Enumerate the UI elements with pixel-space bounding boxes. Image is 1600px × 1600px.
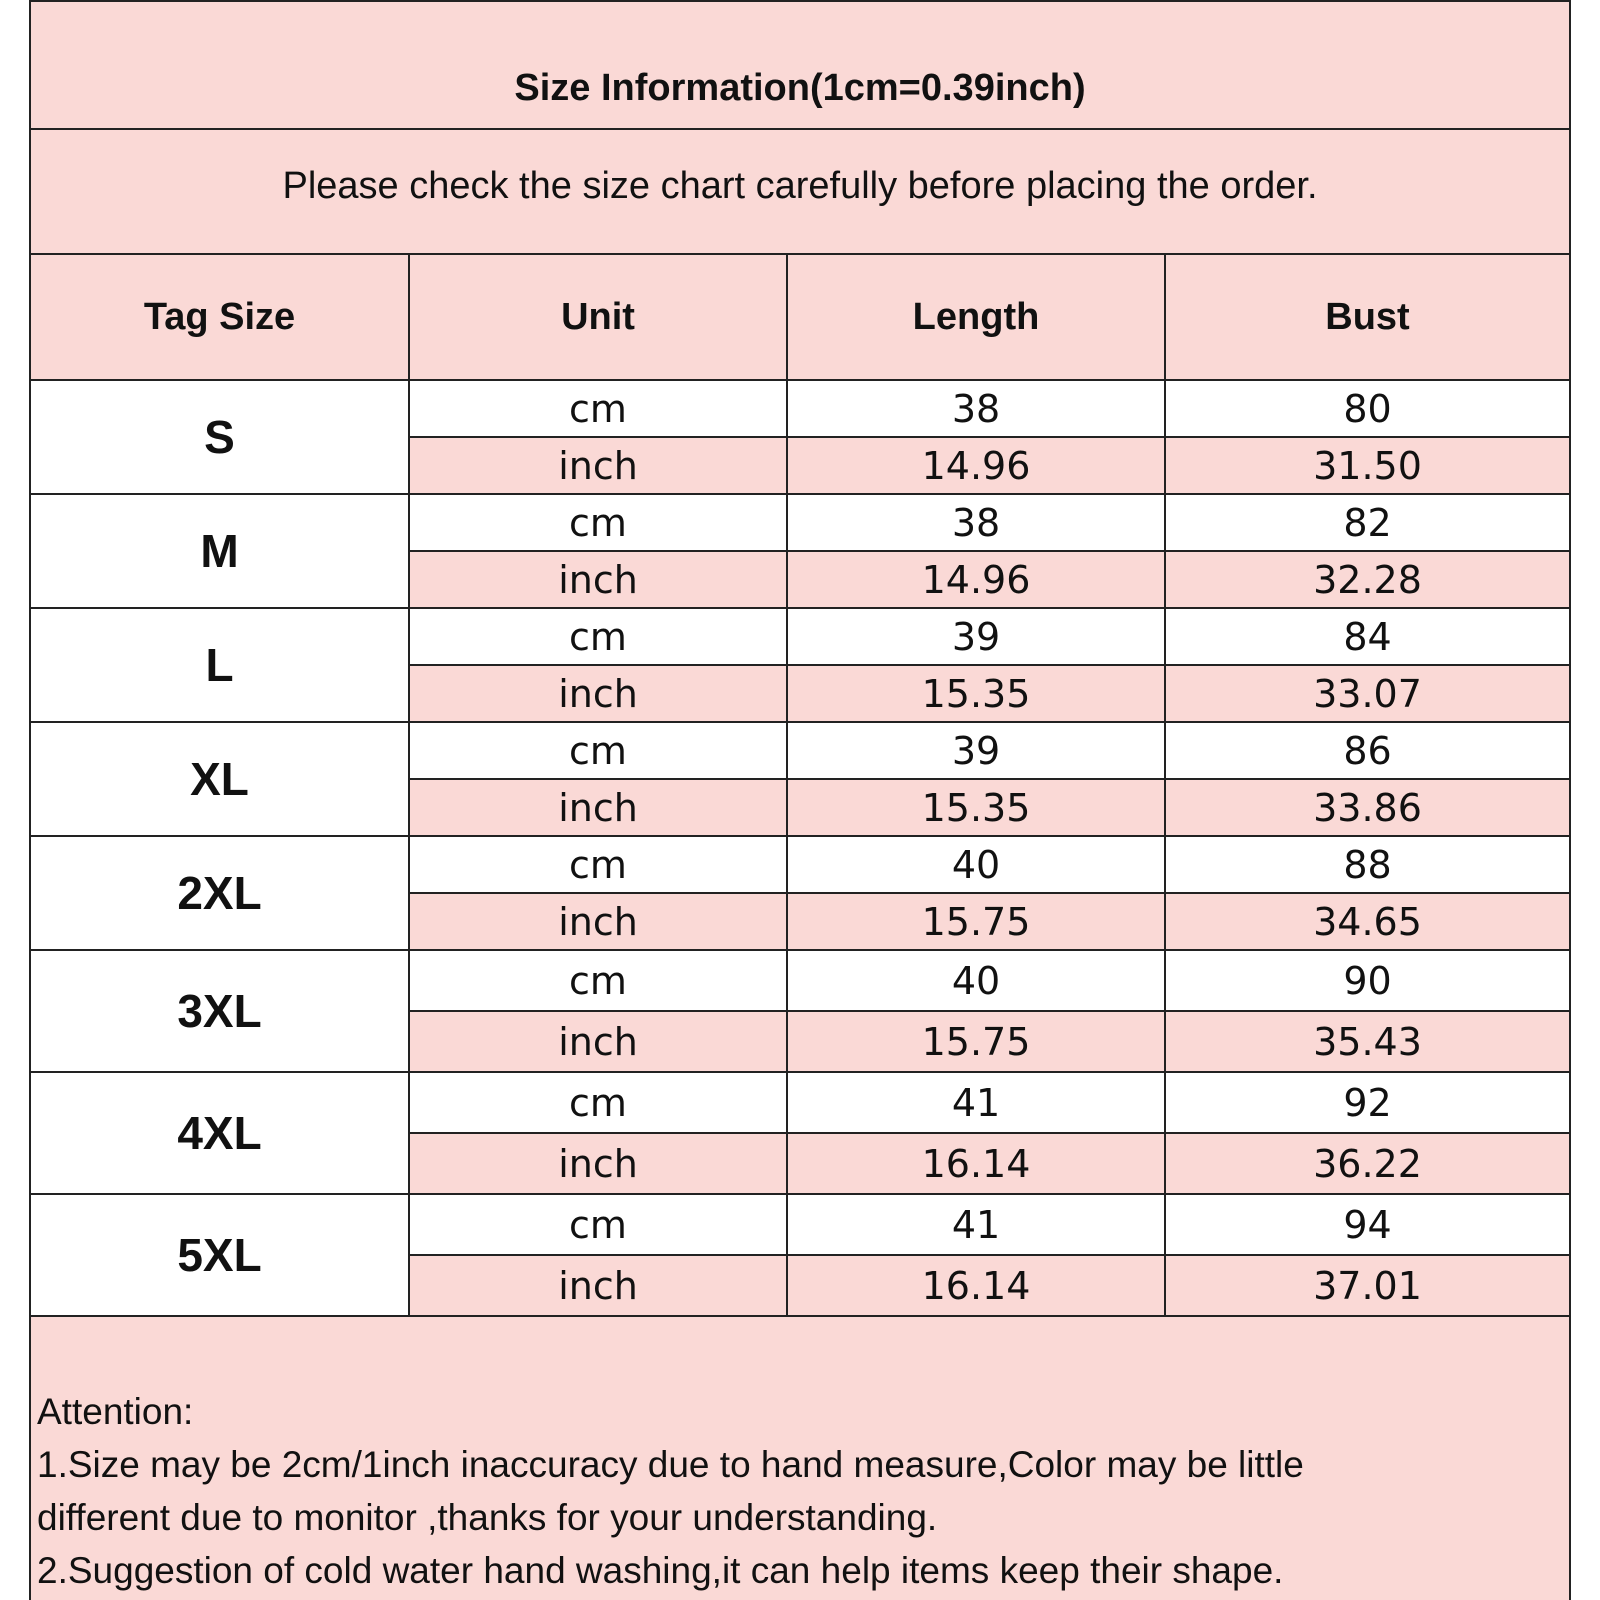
- length-cell: 14.96: [787, 551, 1165, 608]
- length-cell: 40: [787, 836, 1165, 893]
- unit-cell: cm: [409, 1072, 787, 1133]
- bust-cell: 33.07: [1165, 665, 1569, 722]
- length-cell: 15.75: [787, 893, 1165, 950]
- bust-cell: 94: [1165, 1194, 1569, 1255]
- length-cell: 40: [787, 950, 1165, 1011]
- tag-size-cell: 3XL: [31, 950, 409, 1072]
- length-cell: 15.35: [787, 779, 1165, 836]
- note-line: different due to monitor ,thanks for your understanding.: [37, 1497, 938, 1538]
- note-line: 1.Size may be 2cm/1inch inaccuracy due to hand measure,Color may be little: [37, 1444, 1304, 1485]
- table-row: [31, 722, 1569, 779]
- unit-cell: cm: [409, 380, 787, 437]
- column-header-length: Length: [787, 255, 1165, 380]
- subtitle: Please check the size chart carefully before placing the order.: [282, 165, 1318, 207]
- length-cell: 41: [787, 1194, 1165, 1255]
- unit-cell: inch: [409, 779, 787, 836]
- unit-cell: cm: [409, 608, 787, 665]
- tag-size-cell: XL: [31, 722, 409, 836]
- bust-cell: 88: [1165, 836, 1569, 893]
- tag-size-cell: 2XL: [31, 836, 409, 950]
- bust-cell: 32.28: [1165, 551, 1569, 608]
- unit-cell: inch: [409, 1133, 787, 1194]
- bust-cell: 84: [1165, 608, 1569, 665]
- bust-cell: 31.50: [1165, 437, 1569, 494]
- tag-size-cell: 4XL: [31, 1072, 409, 1194]
- bust-cell: 82: [1165, 494, 1569, 551]
- bust-cell: 33.86: [1165, 779, 1569, 836]
- table-header-row: [31, 255, 1569, 380]
- unit-cell: inch: [409, 1255, 787, 1316]
- title-band: [31, 2, 1569, 130]
- length-cell: 16.14: [787, 1133, 1165, 1194]
- unit-cell: inch: [409, 893, 787, 950]
- length-cell: 14.96: [787, 437, 1165, 494]
- column-header-tag-size: Tag Size: [31, 255, 409, 380]
- bust-cell: 86: [1165, 722, 1569, 779]
- tag-size-cell: L: [31, 608, 409, 722]
- bust-cell: 36.22: [1165, 1133, 1569, 1194]
- length-cell: 39: [787, 722, 1165, 779]
- page-title: Size Information(1cm=0.39inch): [514, 66, 1086, 109]
- unit-cell: inch: [409, 1011, 787, 1072]
- table-row: [31, 1194, 1569, 1255]
- size-chart: [29, 0, 1571, 1600]
- table-row: [31, 494, 1569, 551]
- unit-cell: inch: [409, 551, 787, 608]
- table-row: [31, 836, 1569, 893]
- length-cell: 15.75: [787, 1011, 1165, 1072]
- unit-cell: cm: [409, 1194, 787, 1255]
- table-row: [31, 608, 1569, 665]
- attention-notes: [37, 1385, 1557, 1597]
- table-row: [31, 380, 1569, 437]
- length-cell: 16.14: [787, 1255, 1165, 1316]
- bust-cell: 35.43: [1165, 1011, 1569, 1072]
- tag-size-cell: M: [31, 494, 409, 608]
- length-cell: 15.35: [787, 665, 1165, 722]
- column-header-bust: Bust: [1165, 255, 1569, 380]
- unit-cell: inch: [409, 665, 787, 722]
- bust-cell: 90: [1165, 950, 1569, 1011]
- note-line: 2.Suggestion of cold water hand washing,it can help items keep their shape.: [37, 1550, 1284, 1591]
- tag-size-cell: 5XL: [31, 1194, 409, 1316]
- unit-cell: cm: [409, 836, 787, 893]
- unit-cell: cm: [409, 494, 787, 551]
- unit-cell: cm: [409, 950, 787, 1011]
- bust-cell: 34.65: [1165, 893, 1569, 950]
- subtitle-band: [31, 130, 1569, 255]
- length-cell: 38: [787, 380, 1165, 437]
- unit-cell: inch: [409, 437, 787, 494]
- table-row: [31, 1072, 1569, 1133]
- bust-cell: 37.01: [1165, 1255, 1569, 1316]
- length-cell: 38: [787, 494, 1165, 551]
- attention-heading: Attention:: [37, 1391, 194, 1432]
- table-row: [31, 950, 1569, 1011]
- bust-cell: 92: [1165, 1072, 1569, 1133]
- length-cell: 39: [787, 608, 1165, 665]
- bust-cell: 80: [1165, 380, 1569, 437]
- column-header-unit: Unit: [409, 255, 787, 380]
- tag-size-cell: S: [31, 380, 409, 494]
- unit-cell: cm: [409, 722, 787, 779]
- size-table: [31, 255, 1569, 1317]
- length-cell: 41: [787, 1072, 1165, 1133]
